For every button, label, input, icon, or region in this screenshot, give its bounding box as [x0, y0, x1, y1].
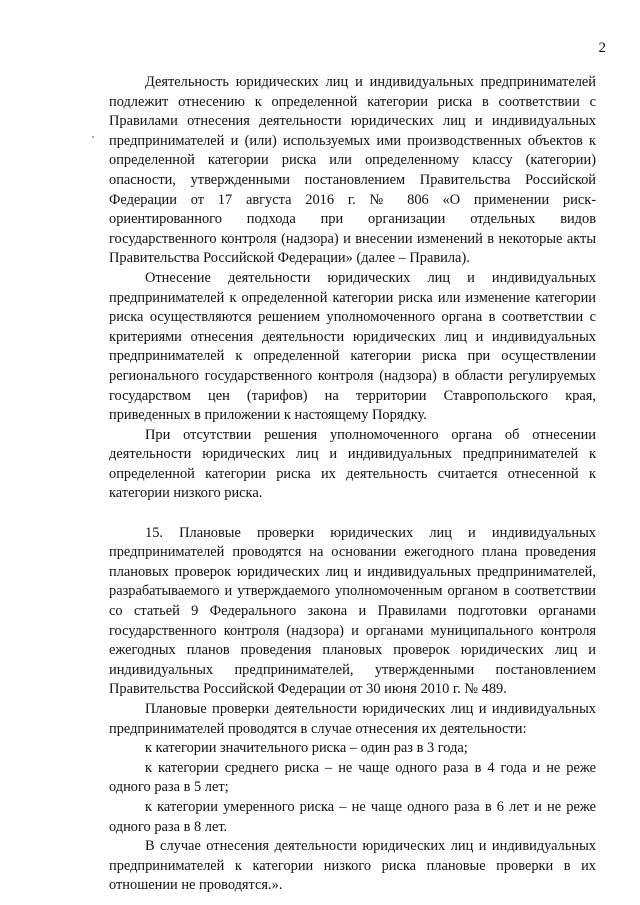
scan-speck	[92, 136, 94, 138]
paragraph-low-risk-no-inspections: В случае отнесения деятельности юридических лиц и индивидуальных предпринимателей к категории низкого риска плановые проверки в их отношении не проводятся.».	[109, 838, 596, 894]
page-number: 2	[598, 40, 606, 56]
paragraph-low-risk-default: При отсутствии решения уполномоченного органа об отнесении деятельности юридических лиц и индивидуальных предпринимателей к определенной категории риска их деятельность считается отнесенной к категории низкого риска.	[109, 426, 596, 502]
paragraph-planned-inspections: Плановые проверки деятельности юридических лиц и индивидуальных предпринимателей проводятся в случае отнесения их деятельности:	[109, 701, 596, 737]
document-body	[109, 73, 596, 896]
paragraph-risk-assignment: Отнесение деятельности юридических лиц и индивидуальных предпринимателей к определенной категории риска или изменение категории риска осуществляются решением уполномоченного органа в соответствии с критериями отнесения деятельности юридических лиц и индивидуальных предпринимателей к определенной категории риска при осуществлении регионального государственного контроля (надзора) в области регулируемых государством цен (тарифов) на территории Ставропольского края, приведенных в приложении к настоящему Порядку.	[109, 269, 596, 424]
list-item-moderate-risk: к категории умеренного риска – не чаще одного раза в 6 лет и не реже одного раза в 8 лет.	[109, 798, 596, 835]
paragraph-item-15: 15. Плановые проверки юридических лиц и индивидуальных предпринимателей проводятся на основании ежегодного плана проведения плановых проверок юридических лиц и индивидуальных предпринимателей, разрабатываемого и утверждаемого уполномоченным органом в соответствии со статьей 9 Федерального закона и Правилами подготовки органами государственного контроля (надзора) и органами муниципального контроля ежегодных планов проведения плановых проверок юридических лиц и индивидуальных предпринимателей, утвержденными постановлением Правительства Российской Федерации от 30 июня 2010 г. № 489.	[109, 524, 596, 698]
list-item-significant-risk: к категории значительного риска – один раз в 3 года;	[145, 740, 468, 757]
list-item-medium-risk: к категории среднего риска – не чаще одного раза в 4 года и не реже одного раза в 5 лет;	[109, 759, 596, 796]
paragraph-risk-category: Деятельность юридических лиц и индивидуальных предпринимателей подлежит отнесению к определенной категории риска в соответствии с Правилами отнесения деятельности юридических лиц и индивидуальных предпринимателей и (или) используемых ими производственных объектов к определенной категории риска или определенному классу (категории) опасности, утвержденными постановлением Правительства Российской Федерации от 17 августа 2016 г. № 806 «О применении риск-ориентированного подхода при организации отдельных видов государственного контроля (надзора) и внесении изменений в некоторые акты Правительства Российской Федерации» (далее – Правила).	[109, 74, 596, 267]
